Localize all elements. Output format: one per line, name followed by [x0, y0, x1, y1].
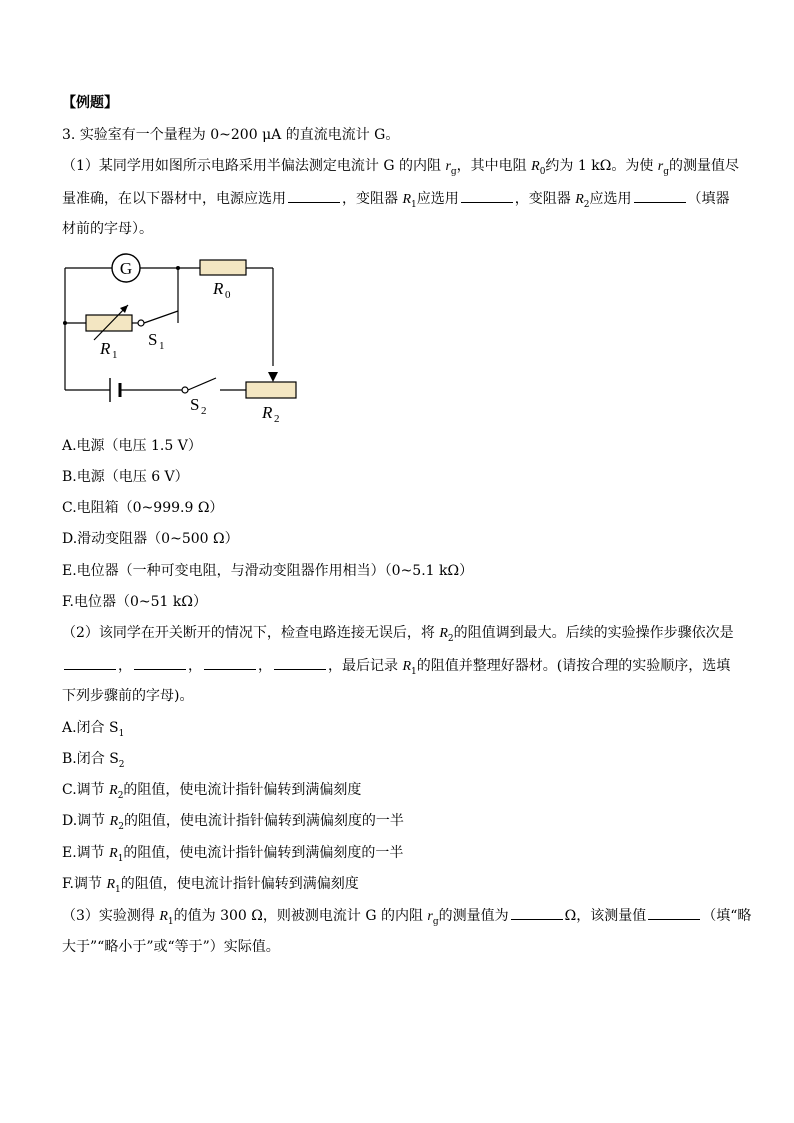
- step-b: B.闭合 $S_2$: [62, 751, 125, 770]
- junction-dot: [176, 266, 180, 270]
- battery-symbol: [110, 378, 120, 402]
- answer-blank[interactable]: [634, 189, 686, 203]
- section-heading: 【例题】: [62, 95, 118, 111]
- resistor-r1: [86, 315, 132, 331]
- r0-label: R: [213, 279, 224, 298]
- option-a: A.电源（电压 1.5 V）: [62, 438, 202, 454]
- answer-blank[interactable]: [204, 656, 256, 670]
- junction-dot: [63, 321, 67, 325]
- question-number: 3.: [62, 127, 76, 143]
- part1-line3: 材前的字母）。: [62, 221, 153, 237]
- s2-label: S: [190, 395, 200, 414]
- s1-label: S: [148, 330, 158, 349]
- switch-s1-contact: [138, 320, 144, 326]
- galvanometer-label: G: [119, 259, 133, 278]
- answer-blank[interactable]: [648, 906, 700, 920]
- answer-blank[interactable]: [511, 906, 563, 920]
- r1-label: R: [100, 339, 111, 358]
- part2-line1: （2）该同学在开关断开的情况下，检查电路连接无误后，将 $R_2$的阻值调到最大。后续的实验操作步骤依次是: [62, 625, 734, 644]
- step-e: E.调节 $R_1$的阻值，使电流计指针偏转到满偏刻度的一半: [62, 845, 404, 864]
- option-d: D.滑动变阻器（0~500 Ω）: [62, 531, 239, 547]
- s2-subscript: 2: [201, 405, 207, 417]
- answer-blank[interactable]: [134, 656, 186, 670]
- resistor-r0: [200, 260, 246, 275]
- part2-line3: 下列步骤前的字母)。: [62, 688, 194, 704]
- answer-blank[interactable]: [64, 656, 116, 670]
- part3-line2: 大于”“略小于”或“等于”）实际值。: [62, 939, 280, 955]
- part2-line2: ， ， ， ，最后记录 $R_1$的阻值并整理好器材。(请按合理的实验顺序，选填: [62, 656, 730, 681]
- galvanometer-symbol: [112, 254, 140, 282]
- part3-line1: （3）实验测得 $R_1$的值为 300 Ω，则被测电流计 G 的内阻 $r_g$的测量值为 Ω，该测量值 （填“略: [62, 908, 752, 927]
- part1-line2: 量准确，在以下器材中，电源应选用 ，变阻器 $R_1$应选用 ，变阻器 $R_2$应选用 （填器: [62, 191, 730, 210]
- resistor-r2: [246, 382, 296, 398]
- step-a: A.闭合 $S_1$: [62, 720, 125, 739]
- r2-subscript: 2: [274, 413, 280, 425]
- part1-line1: （1）某同学用如图所示电路采用半偏法测定电流计 G 的内阻 $r_g$，其中电阻 $R_0$约为 1 kΩ。为使 $r_g$的测量值尽: [62, 158, 739, 177]
- slider-arrow-icon: [268, 372, 278, 382]
- question-stem: [62, 126, 399, 144]
- s1-subscript: 1: [159, 340, 165, 352]
- step-f: F.调节 $R_1$的阻值，使电流计指针偏转到满偏刻度: [62, 876, 359, 895]
- option-b: B.电源（电压 6 V）: [62, 469, 189, 485]
- answer-blank[interactable]: [274, 656, 326, 670]
- step-d: D.调节 $R_2$的阻值，使电流计指针偏转到满偏刻度的一半: [62, 813, 404, 832]
- circuit-diagram: [58, 248, 308, 426]
- answer-blank[interactable]: [288, 189, 340, 203]
- option-c: C.电阻箱（0~999.9 Ω）: [62, 500, 224, 516]
- question-stem-text: 实验室有一个量程为 0~200 μA 的直流电流计 G。: [79, 127, 400, 143]
- option-e: E.电位器（一种可变电阻，与滑动变阻器作用相当）（0~5.1 kΩ）: [62, 563, 474, 579]
- r1-subscript: 1: [112, 349, 118, 361]
- answer-blank[interactable]: [461, 189, 513, 203]
- r0-subscript: 0: [225, 289, 231, 301]
- r2-label: R: [262, 403, 273, 422]
- option-f: F.电位器（0~51 kΩ）: [62, 594, 207, 610]
- switch-s2-contact: [182, 387, 188, 393]
- step-c: C.调节 $R_2$的阻值，使电流计指针偏转到满偏刻度: [62, 782, 362, 801]
